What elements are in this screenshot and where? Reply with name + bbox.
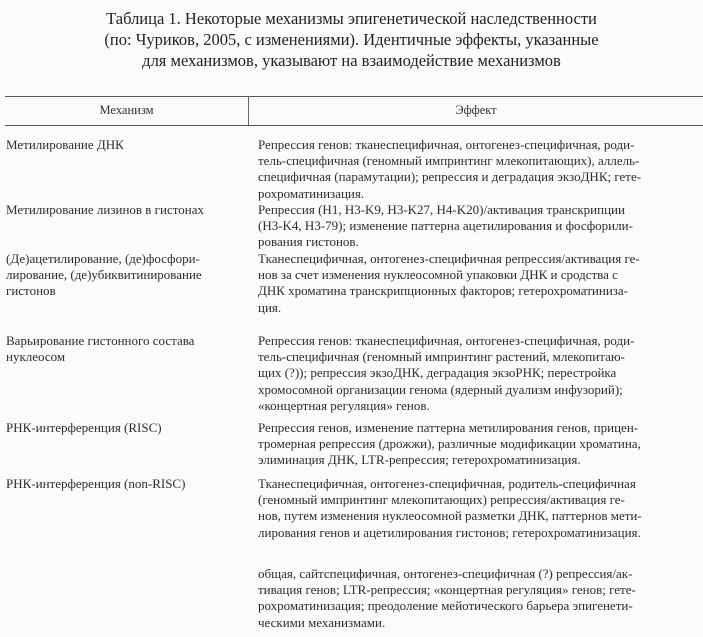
effect-line: Репрессия (H1, H3-K9, H3-K27, H4-K20)/активация транскрипции (258, 202, 625, 217)
effect-line: нов, путем изменения нуклеосомной разметки ДНК, паттернов мети- (258, 508, 642, 524)
row-mechanism (6, 420, 246, 436)
column-header-effect: Эффект (455, 103, 497, 117)
header-bottom-rule (5, 125, 703, 126)
row-effect (258, 420, 698, 469)
effect-line: Репрессия генов: тканеспецифичная, онтогенез-специфичная, роди- (258, 137, 635, 152)
effect-line: рохроматинизация. (258, 185, 365, 201)
table-caption (0, 8, 703, 71)
row-effect (258, 333, 698, 414)
effect-line: Репрессия генов, изменение паттерна метилирования генов, прицен- (258, 420, 639, 435)
effect-line: тель-специфичная (геномный импринтинг растений, млекопитаю- (258, 349, 625, 365)
effect-line: ция. (258, 299, 282, 315)
effect-line: специфичная (парамутации); репрессия и деградация экзоДНК; гете- (258, 169, 642, 185)
effect-line: «концертная регуляция» генов. (258, 397, 430, 413)
row-effect (258, 566, 698, 631)
row-effect (258, 251, 698, 316)
effect-line: тромерная репрессия (дрожжи), различные модификации хроматина, (258, 436, 641, 452)
effect-line: ДНК хроматина транскрипционных факторов; гетерохроматиниза- (258, 283, 629, 299)
row-mechanism (6, 333, 246, 365)
mechanism-line: (Де)ацетилирование, (де)фосфори- (6, 251, 200, 266)
effect-line: элиминация ДНК, LTR-репрессия; гетерохроматинизация. (258, 452, 581, 468)
column-header-mechanism: Механизм (99, 103, 154, 117)
effect-line: нов за счет изменения нуклеосомной упаковки ДНК и сродства с (258, 267, 618, 283)
effect-line: рохроматинизация; преодоление мейотического барьера эпигенети- (258, 598, 633, 614)
caption-line: Таблица 1. Некоторые механизмы эпигенетической наследственности (106, 9, 597, 28)
mechanism-line: нуклеосом (6, 349, 66, 365)
mechanism-line: лирование, (де)убиквитинирование (6, 267, 202, 283)
effect-line: лирования генов и ацетилирования гистонов; гетерохроматинизация. (258, 524, 641, 540)
row-mechanism (6, 202, 246, 218)
effect-line: щих (?)); репрессия экзоДНК, деградация экзоРНК; перестройка (258, 365, 617, 381)
mechanism-line: Варьирование гистонного состава (6, 333, 195, 348)
effect-line: (H3-K4, H3-79); изменение паттерна ацетилирования и фосфорили- (258, 218, 633, 234)
effect-line: общая, сайтспецифичная, онтогенез-специфичная (?) репрессия/ак- (258, 566, 633, 581)
row-mechanism (6, 137, 246, 153)
mechanism-line: РНК-интерференция (RISC) (6, 420, 162, 435)
effect-line: тивация генов; LTR-репрессия; «концертная регуляция» генов; гете- (258, 582, 636, 598)
mechanism-line: Метилирование ДНК (6, 137, 124, 152)
effect-line: ческими механизмами. (258, 614, 386, 630)
effect-line: хромосомной организации генома (ядерный дуализм инфузорий); (258, 381, 623, 397)
effect-line: рования гистонов. (258, 234, 359, 250)
effect-line: Тканеспецифичная, онтогенез-специфичная репрессия/активация ге- (258, 251, 640, 266)
effect-line: Репрессия генов: тканеспецифичная, онтогенез-специфичная, роди- (258, 333, 635, 348)
mechanism-line: РНК-интерференция (non-RISC) (6, 476, 186, 491)
row-effect (258, 476, 698, 541)
row-effect (258, 137, 698, 202)
row-mechanism (6, 476, 246, 492)
effect-line: Тканеспецифичная, онтогенез-специфичная, родитель-специфичная (258, 476, 636, 491)
mechanism-line: гистонов (6, 283, 56, 299)
effect-line: тель-специфичная (геномный импринтинг млекопитающих), аллель- (258, 153, 640, 169)
mechanism-line: Метилирование лизинов в гистонах (6, 202, 204, 217)
effect-line: (геномный импринтинг млекопитающих) репрессия/активация ге- (258, 492, 625, 508)
row-mechanism (6, 251, 246, 300)
caption-line: для механизмов, указывают на взаимодействие механизмов (142, 51, 561, 70)
row-effect (258, 202, 698, 251)
caption-line: (по: Чуриков, 2005, с изменениями). Идентичные эффекты, указанные (104, 30, 599, 49)
